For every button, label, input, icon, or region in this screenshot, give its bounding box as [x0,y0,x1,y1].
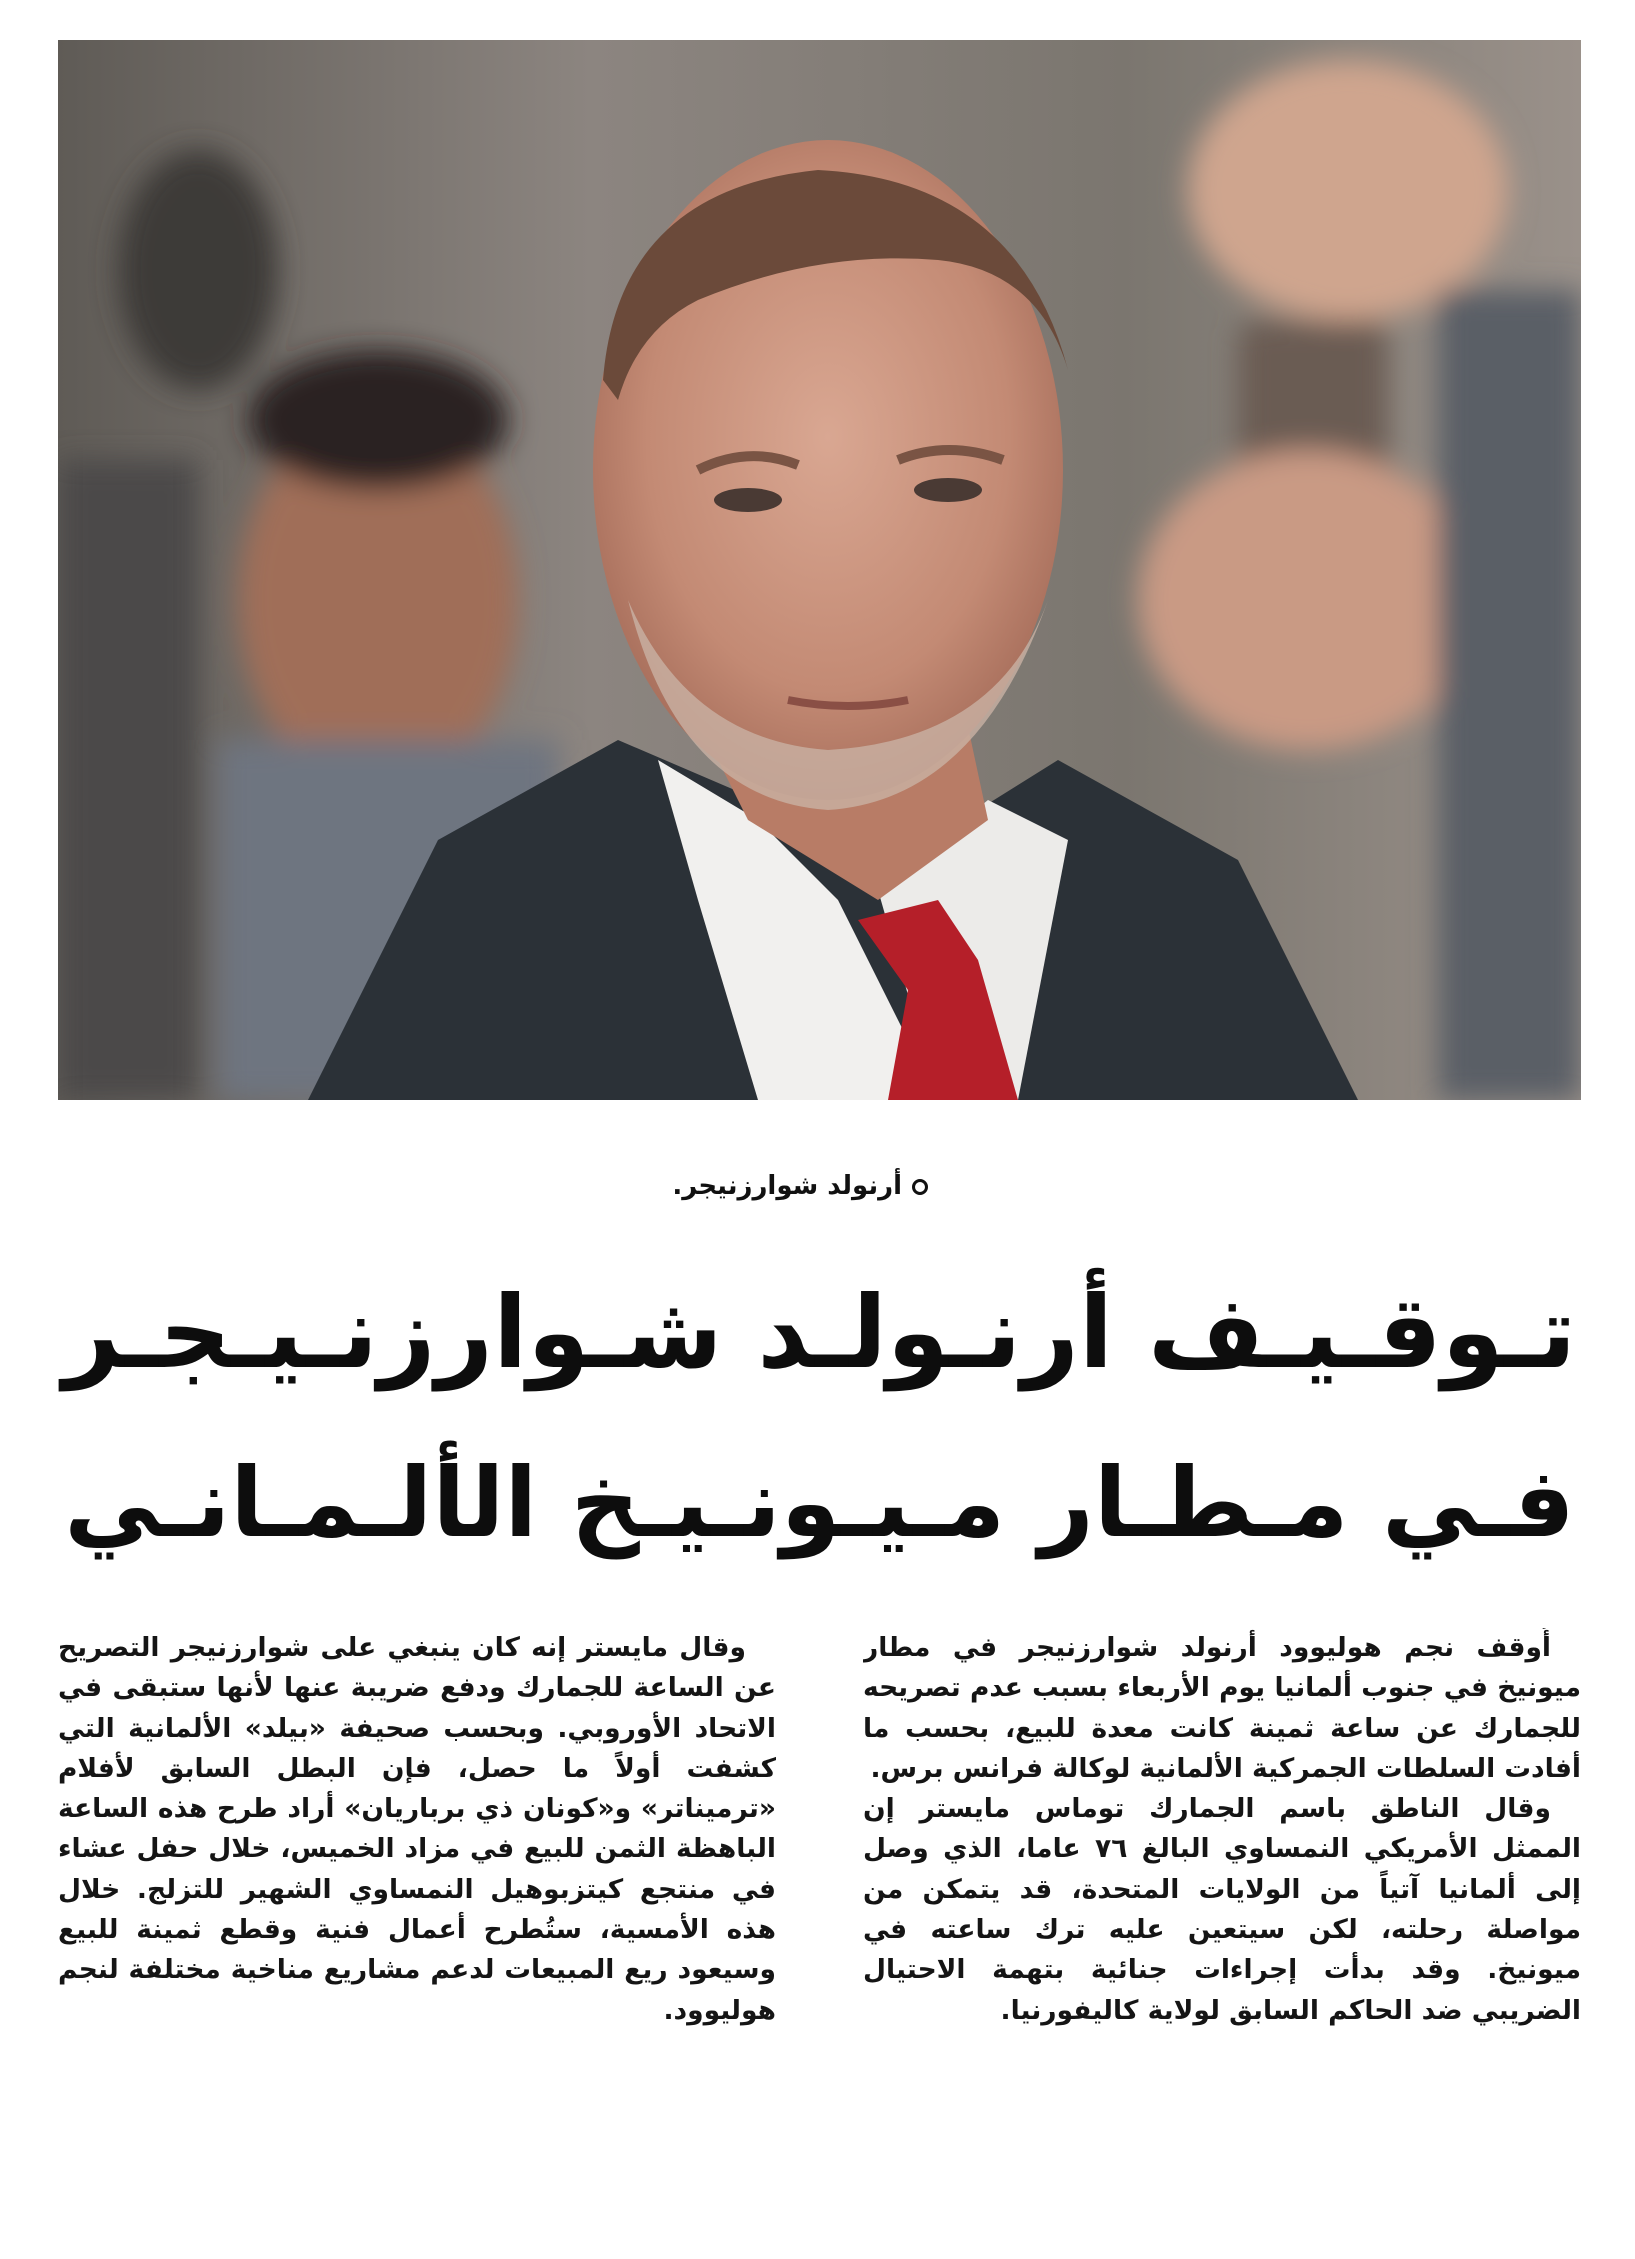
paragraph: أُوقف نجم هوليوود أرنولد شوارزنيجر في مطار ميونيخ في جنوب ألمانيا يوم الأربعاء بسبب عدم تصريحه للجمارك عن ساعة ثمينة كانت معدة للبيع، بحسب ما أفادت السلطات الجمركية الألمانية لوكالة فرانس برس. [863,1632,1581,1784]
caption-text: أرنولد شوارزنيجر. [672,1171,902,1201]
article-photo [58,40,1581,1100]
portrait-photo [58,40,1581,1100]
article-column-left [58,1628,776,2228]
circle-bullet-icon [912,1179,928,1195]
headline-line-2: فـي مـطـار مـيـونـيـخ الألـمـانـي [64,1447,1575,1559]
photo-caption [58,1166,928,1206]
paragraph: وقال الناطق باسم الجمارك توماس مايستر إن الممثل الأمريكي النمساوي البالغ ٧٦ عاما، الذي وصل إلى ألمانيا آتياً من الولايات المتحدة، قد يتمكن من مواصلة رحلته، لكن سيتعين عليه ترك ساعته في ميونيخ. وقد بدأت إجراءات جنائية بتهمة الاحتيال الضريبي ضد الحاكم السابق لولاية كاليفورنيا. [863,1793,1581,2026]
article-column-right [863,1628,1581,2228]
paragraph: وقال مايستر إنه كان ينبغي على شوارزنيجر التصريح عن الساعة للجمارك ودفع ضريبة عنها لأنها ستبقى في الاتحاد الأوروبي. وبحسب صحيفة «بيلد» الألمانية التي كشفت أولاً ما حصل، فإن البطل السابق لأفلام «ترميناتر» و«كونان ذي برباريان» أراد طرح هذه الساعة الباهظة الثمن للبيع في مزاد الخميس، خلال حفل عشاء في منتجع كيتزبوهيل النمساوي الشهير للتزلج. خلال هذه الأمسية، ستُطرح أعمال فنية وقطع ثمينة للبيع وسيعود ريع المبيعات لدعم مشاريع مناخية مختلفة لنجم هوليوود. [58,1632,776,2026]
headline-line-1: تـوقـيـف أرنـولـد شـوارزنـيـجـر [62,1274,1577,1391]
